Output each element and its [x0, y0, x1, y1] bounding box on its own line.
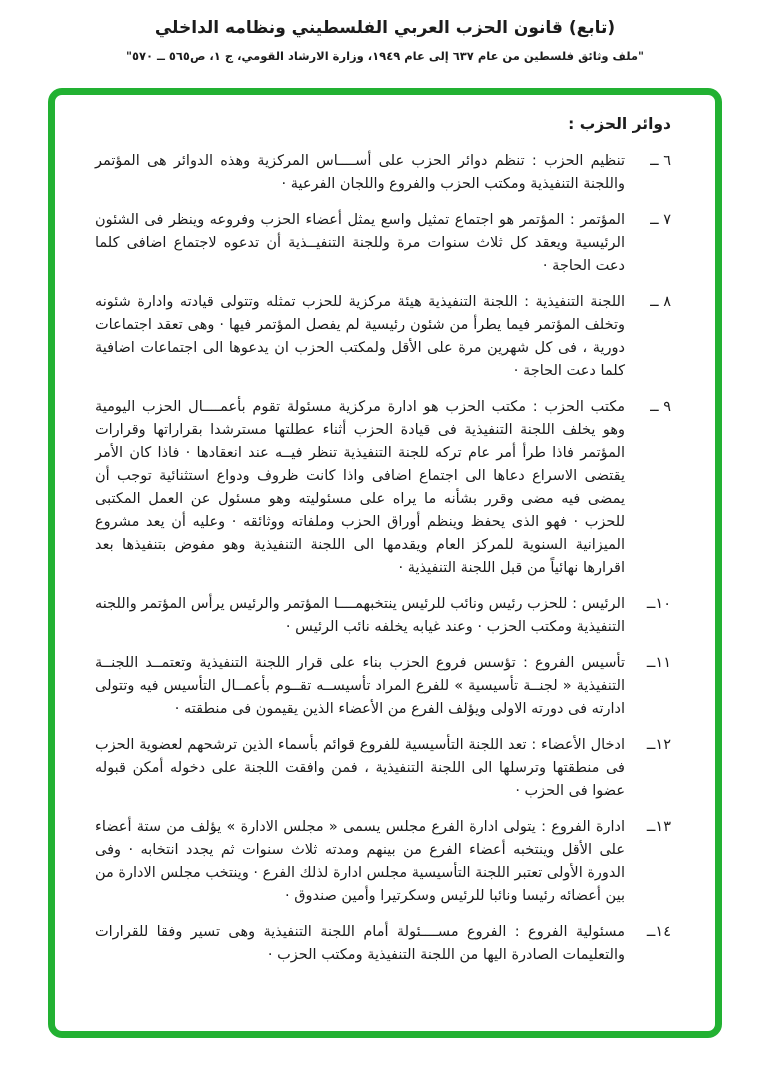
article-number: ٦ ــ — [650, 153, 671, 169]
article-item-8 — [95, 291, 671, 383]
article-item-9 — [95, 396, 671, 580]
article-item-13 — [95, 816, 671, 908]
article-item-10 — [95, 593, 671, 639]
document-body — [95, 113, 671, 1019]
article-number: ١١ــ — [646, 655, 671, 671]
article-text: مكتب الحزب : مكتب الحزب هو ادارة مركزية مسئولة تقوم بأعمــــال الحزب اليومية وهو يخلف اللجنة التنفيذية فى قيادة الحزب أثناء عطلتها مسترشدا بقراراتها وقرارات المؤتمر فاذا طرأ أمر عام تركه للجنة التنفيذية تنظر فيــه عند انعقادها · فاذا كان الأمر يقتضى الاسراع دعاها الى اجتماع اضافى واذا كانت ظروف ودواع استثنائية توجب أن يمضى فيه مضى وقرر بشأنه ما يراه على مسئوليته وهو مسئول عن العمل المكتبى للحزب · فهو الذى يحفظ وينظم أوراق الحزب وملفاته ووثائقه · وعليه أن يعد مشروع الميزانية السنوية للمركز العام ويقدمها الى اللجنة التنفيذية وهو مفوض بتنفيذها بعد اقرارها نهائياً من قبل اللجنة التنفيذية · — [95, 399, 625, 576]
article-text: تأسيس الفروع : تؤسس فروع الحزب بناء على قرار اللجنة التنفيذية وتعتمــد اللجنــة التنفيذية « لجنــة تأسيسية » للفرع المراد تأسيســه تقــوم بأعمــال التأسيس فيه وتتولى ادارته فى دورته الاولى ويؤلف الفرع من الأعضاء الذين يقيمون فى منطقته · — [95, 655, 625, 717]
article-number: ٩ ــ — [650, 399, 671, 415]
article-number: ٧ ــ — [650, 212, 671, 228]
highlight-frame — [48, 88, 722, 1038]
article-text: ادارة الفروع : يتولى ادارة الفرع مجلس يسمى « مجلس الادارة » يؤلف من ستة أعضاء على الأقل وينتخبه أعضاء الفرع من بينهم ومدته ثلاث سنوات ثم يجدد انتخابه · وفى الدورة الأولى تعتبر اللجنة التأسيسية مجلس ادارة لذلك الفرع · وينتخب مجلس الادارة من بين أعضائه رئيسا ونائبا للرئيس وسكرتيرا وأمين صندوق · — [95, 819, 625, 904]
page-title: (تابع) قانون الحزب العربي الفلسطيني ونظامه الداخلي — [154, 18, 616, 38]
article-item-14 — [95, 921, 671, 967]
article-number: ١٤ــ — [646, 924, 671, 940]
article-number: ١٠ــ — [646, 596, 671, 612]
article-text: مسئولية الفروع : الفروع مســــئولة أمام اللجنة التنفيذية وهى تسير وفقا للقرارات والتعليمات الصادرة اليها من اللجنة التنفيذية ومكتب الحزب · — [95, 924, 625, 963]
article-item-6 — [95, 150, 671, 196]
section-heading: دوائر الحزب : — [568, 115, 671, 133]
article-number: ١٣ــ — [646, 819, 671, 835]
article-item-7 — [95, 209, 671, 278]
article-item-11 — [95, 652, 671, 721]
page-subtitle: "ملف وثائق فلسطين من عام ٦٣٧ إلى عام ١٩٤٩، وزارة الارشاد القومي، ج ١، ص٥٦٥ ــ ٥٧٠" — [125, 49, 645, 63]
article-text: ادخال الأعضاء : تعد اللجنة التأسيسية للفروع قوائم بأسماء الذين ترشحهم لعضوية الحزب فى منطقتها وترسلها الى اللجنة التنفيذية ، فمن وافقت اللجنة على دخوله أمكن قبوله عضوا فى الحزب · — [95, 737, 625, 799]
document-header — [0, 18, 770, 63]
article-text: تنظيم الحزب : تنظم دوائر الحزب على أســــاس المركزية وهذه الدوائر هى المؤتمر واللجنة التنفيذية ومكتب الحزب والفروع واللجان الفرعية · — [95, 153, 625, 192]
article-text: اللجنة التنفيذية : اللجنة التنفيذية هيئة مركزية للحزب تمثله وتتولى قيادته وادارة شئونه وتخلف المؤتمر فيما يطرأ من شئون رئيسية لم يفصل المؤتمر فيها · وهى تعقد اجتماعات دورية ، فى كل شهرين مرة على الأقل ولمكتب الحزب ان يدعوها الى اجتماعات اضافية كلما دعت الحاجة · — [95, 294, 625, 379]
article-number: ١٢ــ — [646, 737, 671, 753]
article-text: المؤتمر : المؤتمر هو اجتماع تمثيل واسع يمثل أعضاء الحزب وفروعه وينظر فى الشئون الرئيسية ويعقد كل ثلاث سنوات مرة وللجنة التنفيــذية أن تدعوه لاجتماع اضافى كلما دعت الحاجة · — [95, 212, 625, 274]
article-text: الرئيس : للحزب رئيس ونائب للرئيس ينتخبهمــــا المؤتمر والرئيس يرأس المؤتمر واللجنه التنفيذية ومكتب الحزب · وعند غيابه يخلفه نائب الرئيس · — [95, 596, 625, 635]
article-item-12 — [95, 734, 671, 803]
article-number: ٨ ــ — [650, 294, 671, 310]
